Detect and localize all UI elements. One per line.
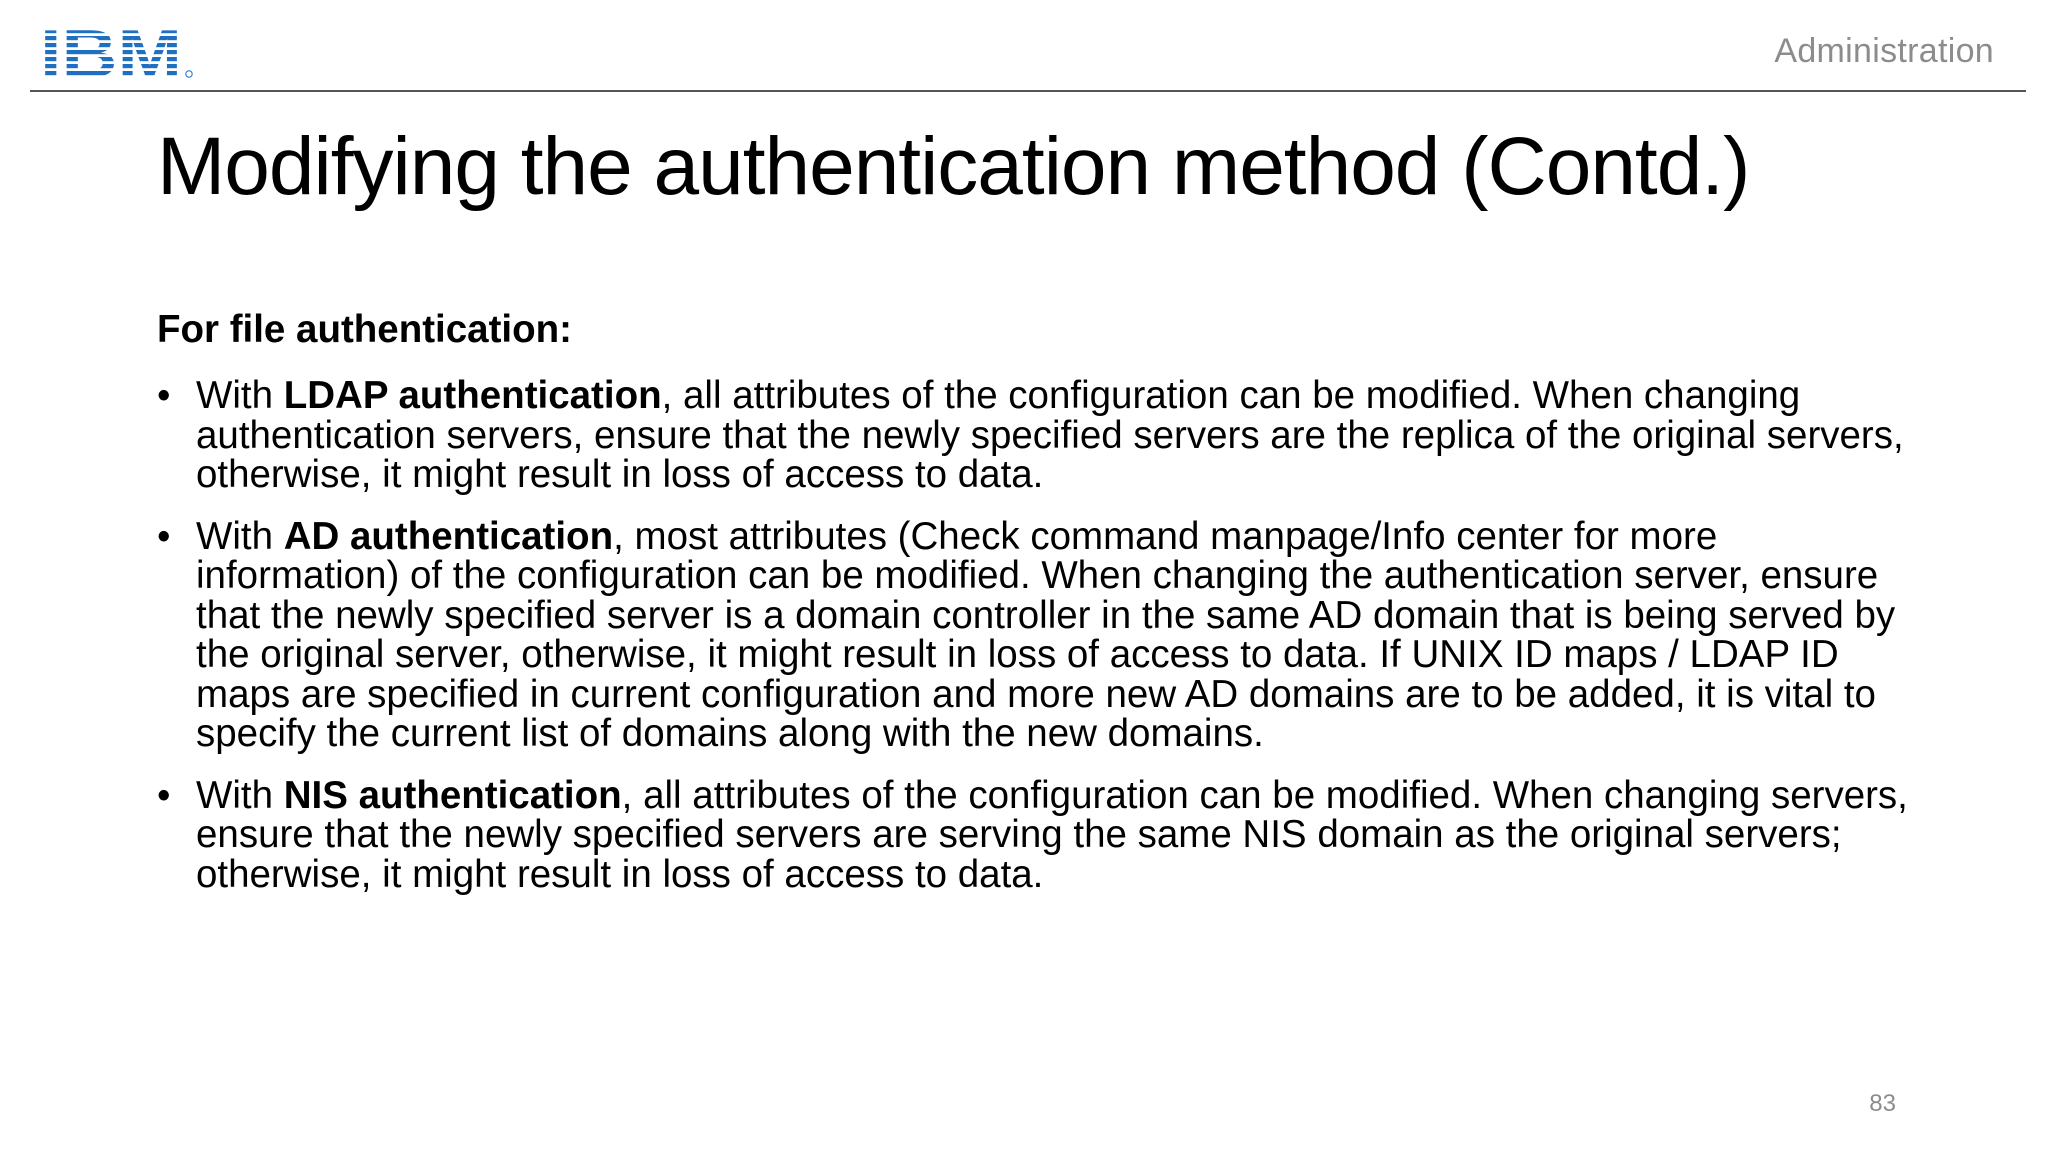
bullet-prefix: With bbox=[196, 374, 284, 417]
bullet-dot-icon: • bbox=[157, 773, 171, 817]
bullet-prefix: With bbox=[196, 514, 284, 558]
bullet-item-ad bbox=[157, 514, 1917, 755]
bullet-dot-icon: • bbox=[157, 374, 171, 417]
subheading: For file authentication: bbox=[157, 308, 572, 351]
bullet-text: , most attributes (Check command manpage/Info center for more information) of the configuration can be modified. When changing the authentication server, ensure that the newly specified server is a domain controller in the same AD domain that is being served by the original server, otherwise, it might result in loss of access to data. If UNIX ID maps / LDAP ID maps are specified in current configuration and more new AD domains are to be added, it is vital to specify the current list of domains along with the new domains. bbox=[196, 514, 1896, 755]
bullet-item-nis bbox=[157, 773, 1917, 896]
ibm-logo-icon bbox=[40, 22, 195, 80]
section-label: Administration bbox=[1774, 32, 1994, 70]
bullet-prefix: With bbox=[196, 773, 284, 817]
bullet-bold-term: NIS authentication bbox=[283, 773, 622, 817]
page-number: 83 bbox=[1869, 1090, 1896, 1117]
bullet-text: , all attributes of the configuration can be modified. When changing authentication servers, ensure that the newly specified servers are the replica of the original servers, otherwise, it might result in loss of access to data. bbox=[196, 374, 1904, 496]
bullet-bold-term: LDAP authentication bbox=[283, 374, 662, 417]
slide-title: Modifying the authentication method (Contd.) bbox=[157, 121, 1750, 212]
bullet-item-ldap bbox=[157, 376, 1917, 495]
slide-content bbox=[157, 306, 1917, 916]
bullet-text: , all attributes of the configuration can be modified. When changing servers, ensure that the newly specified servers are serving the same NIS domain as the original servers; otherwise, it might result in loss of access to data. bbox=[196, 773, 1908, 896]
svg-text:IBM: IBM bbox=[40, 22, 182, 80]
bullet-bold-term: AD authentication bbox=[283, 514, 614, 558]
bullet-dot-icon: • bbox=[157, 514, 171, 558]
bullet-list bbox=[157, 376, 1917, 894]
header-divider bbox=[30, 90, 2026, 92]
